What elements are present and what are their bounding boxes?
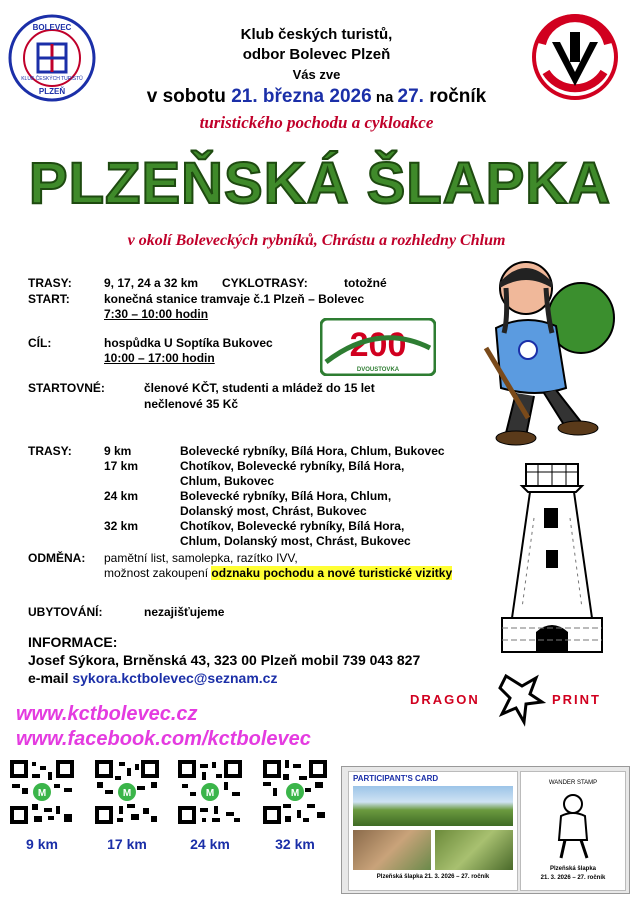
invite-text: Vás zve [292, 67, 341, 82]
routes-list [104, 444, 484, 549]
svg-text:DVOUSTOVKA: DVOUSTOVKA [356, 367, 400, 373]
svg-text:KLUB ČESKÝCH TURISTŮ: KLUB ČESKÝCH TURISTŮ [21, 76, 83, 82]
trasy-label: TRASY: [28, 276, 72, 290]
card-stamp [520, 771, 626, 891]
route-item [104, 519, 484, 549]
svg-text:PLZEŇSKÁ ŠLAPKA: PLZEŇSKÁ ŠLAPKA [28, 151, 612, 216]
route-desc: Bolevecké rybníky, Bílá Hora, Chlum, Bukovec [180, 444, 445, 458]
email-link[interactable]: sykora.kctbolevec@seznam.cz [72, 670, 278, 686]
cil-label: CÍL: [28, 336, 52, 350]
route-item [104, 459, 484, 489]
photo-left [353, 830, 431, 870]
participant-card-image [341, 766, 630, 894]
qr-code-32km[interactable] [261, 758, 329, 826]
dvoustovka-badge [320, 318, 436, 376]
trasy-value: 9, 17, 24 a 32 km [104, 276, 199, 290]
svg-text:M: M [122, 788, 132, 799]
info-heading: INFORMACE: [28, 634, 118, 650]
route-desc: Chlum, Dolanský most, Chrást, Bukovec [180, 534, 411, 548]
route-desc: Dolanský most, Chrást, Bukovec [180, 504, 367, 518]
qr-label: 9 km [26, 836, 58, 852]
route-km: 17 km [104, 459, 139, 473]
start-time: 7:30 – 10:00 hodin [104, 307, 209, 321]
route-km: 32 km [104, 519, 139, 533]
qr-label: 32 km [275, 836, 315, 852]
facebook-link[interactable]: www.facebook.com/kctbolevec [16, 728, 311, 750]
startovne-members: členové KČT, studenti a mládež do 15 let [144, 381, 375, 395]
cyklotrasy-label: CYKLOTRASY: [222, 276, 308, 290]
route-km: 9 km [104, 444, 132, 458]
route-desc: Chotíkov, Bolevecké rybníky, Bílá Hora, [180, 459, 405, 473]
qr-code-9km[interactable] [8, 758, 76, 826]
svg-text:200: 200 [349, 326, 407, 364]
dragon-print-logo: DRAGON PRINT [410, 672, 616, 728]
lodging-label: UBYTOVÁNÍ: [28, 605, 103, 619]
edition-number: 27. [397, 86, 424, 107]
photo-right [435, 830, 513, 870]
reward-label: ODMĚNA: [28, 551, 86, 565]
startovne-label: STARTOVNÉ: [28, 381, 105, 395]
svg-text:PLZEŇ: PLZEŇ [38, 87, 66, 96]
club-branch: odbor Bolevec Plzeň [242, 46, 391, 63]
qr-code-24km[interactable] [176, 758, 244, 826]
stamp-caption: Plzeňská šlapka [549, 866, 597, 872]
route-desc: Chotíkov, Bolevecké rybníky, Bílá Hora, [180, 519, 405, 533]
stamp-title: WANDER STAMP [548, 780, 598, 786]
event-subtitle: turistického pochodu a cykloakce [199, 113, 434, 132]
reward-line2: možnost zakoupení odznaku pochodu a nové turistické vizitky [104, 566, 453, 580]
landscape-photo [353, 786, 513, 826]
route-desc: Bolevecké rybníky, Bílá Hora, Chlum, [180, 489, 392, 503]
routes-label: TRASY: [28, 444, 72, 458]
card-title: PARTICIPANT'S CARD [353, 774, 439, 783]
hiker-illustration [456, 258, 626, 448]
cil-time: 10:00 – 17:00 hodin [104, 351, 215, 365]
reward-line1: pamětní list, samolepka, razítko IVV, [104, 551, 298, 565]
qr-label: 17 km [107, 836, 147, 852]
qr-label: 24 km [190, 836, 230, 852]
event-date: 21. března 2026 [231, 86, 372, 107]
qr-code-17km[interactable] [93, 758, 161, 826]
cil-value: hospůdka U Soptíka Bukovec [104, 336, 273, 350]
route-item [104, 444, 484, 459]
hiker-sketch [549, 792, 597, 862]
svg-text:M: M [205, 788, 215, 799]
route-desc: Chlum, Bukovec [180, 474, 275, 488]
event-date-line: v sobotu 21. března 2026 na 27. ročník [146, 86, 487, 107]
route-item [104, 489, 484, 519]
club-name: Klub českých turistů, [240, 26, 393, 43]
svg-text:M: M [290, 788, 300, 799]
event-location: v okolí Boleveckých rybníků, Chrástu a rozhledny Chlum [127, 232, 506, 249]
website-link[interactable]: www.kctbolevec.cz [16, 703, 198, 725]
contact-email-line: e-mail sykora.kctbolevec@seznam.cz [28, 670, 278, 686]
card-front [348, 771, 518, 891]
page-title [20, 143, 620, 223]
svg-text:BOLEVEC: BOLEVEC [32, 23, 72, 32]
start-label: START: [28, 292, 70, 306]
start-value: konečná stanice tramvaje č.1 Plzeň – Bolevec [104, 292, 365, 306]
contact-address: Josef Sýkora, Brněnská 43, 323 00 Plzeň mobil 739 043 827 [28, 652, 421, 668]
chlum-tower-illustration [492, 458, 612, 658]
lodging-value: nezajišťujeme [144, 605, 225, 619]
cyklotrasy-value: totožné [344, 276, 387, 290]
stamp-caption-date: 21. 3. 2026 – 27. ročník [540, 875, 606, 881]
card-caption: Plzeňská šlapka 21. 3. 2026 – 27. ročník [376, 874, 490, 880]
badge-highlight: odznaku pochodu a nové turistické vizitky [211, 566, 453, 580]
startovne-nonmembers: nečlenové 35 Kč [144, 397, 239, 411]
route-km: 24 km [104, 489, 139, 503]
svg-text:M: M [37, 788, 47, 799]
